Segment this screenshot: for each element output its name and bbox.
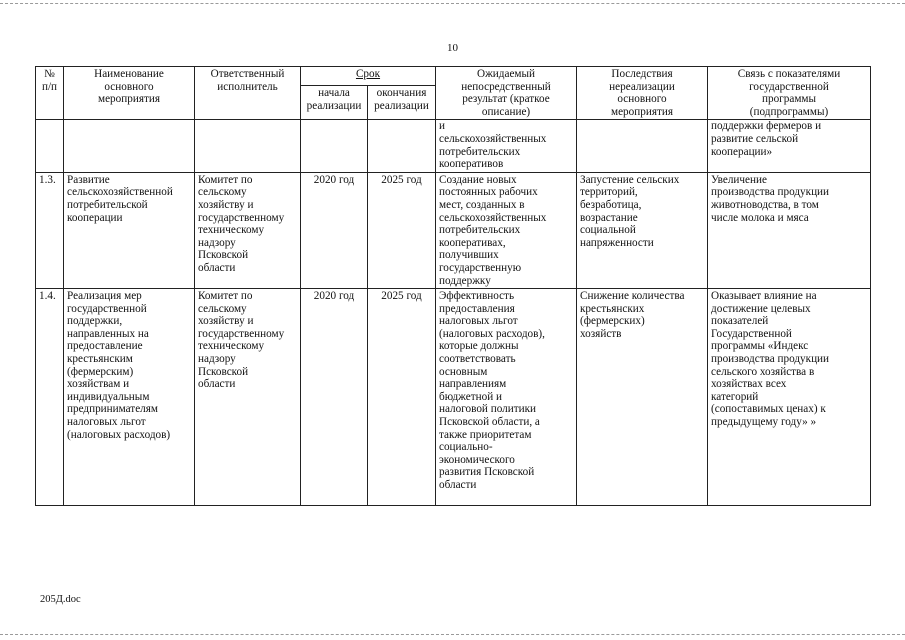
cell-consequences: Запустение сельских территорий, безработица, возрастание социальной напряженности [577, 172, 708, 288]
header-activity-name: Наименование основного мероприятия [64, 67, 195, 120]
cell-start [301, 120, 368, 172]
cell-number: 1.4. [36, 289, 64, 506]
cell-executor: Комитет по сельскому хозяйству и государственному техническому надзору Псковской области [195, 289, 301, 506]
cell-executor [195, 120, 301, 172]
footer-file-name: 205Д.doc [40, 594, 81, 605]
activities-table [35, 66, 871, 506]
header-row [36, 67, 871, 86]
page-number: 10 [447, 42, 458, 54]
scan-edge-top [0, 3, 905, 4]
cell-program-link: Оказывает влияние на достижение целевых показателей Государственной программы «Индекс производства продукции сельского хозяйства в хозяйствах всех категорий (сопоставимых ценах) к предыдущему году» » [708, 289, 871, 506]
cell-activity-name [64, 120, 195, 172]
cell-end: 2025 год [368, 289, 436, 506]
header-program-link: Связь с показателями государственной программы (подпрограммы) [708, 67, 871, 120]
header-period-label: Срок [355, 68, 381, 80]
cell-executor: Комитет по сельскому хозяйству и государственному техническому надзору Псковской области [195, 172, 301, 288]
header-consequences: Последствия нереализации основного мероприятия [577, 67, 708, 120]
header-end: окончания реализации [368, 86, 436, 120]
header-expected-result: Ожидаемый непосредственный результат (краткое описание) [436, 67, 577, 120]
cell-end: 2025 год [368, 172, 436, 288]
table-row-continuation [36, 120, 871, 172]
cell-program-link: поддержки фермеров и развитие сельской кооперации» [708, 120, 871, 172]
cell-number: 1.3. [36, 172, 64, 288]
cell-consequences: Снижение количества крестьянских (фермерских) хозяйств [577, 289, 708, 506]
header-number: № п/п [36, 67, 64, 120]
cell-number [36, 120, 64, 172]
cell-program-link: Увеличение производства продукции животноводства, в том числе молока и мяса [708, 172, 871, 288]
header-period [301, 67, 436, 86]
cell-start: 2020 год [301, 172, 368, 288]
cell-expected-result: Эффективность предоставления налоговых льгот (налоговых расходов), которые должны соответствовать основным направлениям бюджетной и налоговой политики Псковской области, а также приоритетам социально- экономического развития Псковской области [436, 289, 577, 506]
scan-edge-bottom [0, 634, 905, 635]
cell-start: 2020 год [301, 289, 368, 506]
table-row [36, 172, 871, 288]
table-row [36, 289, 871, 506]
cell-end [368, 120, 436, 172]
cell-activity-name: Реализация мер государственной поддержки, направленных на предоставление крестьянским (фермерским) хозяйствам и индивидуальным предпринимателям налоговых льгот (налоговых расходов) [64, 289, 195, 506]
cell-activity-name: Развитие сельскохозяйственной потребительской кооперации [64, 172, 195, 288]
cell-expected-result: Создание новых постоянных рабочих мест, созданных в сельскохозяйственных потребительских кооперативах, получивших государственную поддержку [436, 172, 577, 288]
cell-consequences [577, 120, 708, 172]
header-executor: Ответственный исполнитель [195, 67, 301, 120]
cell-expected-result: и сельскохозяйственных потребительских кооперативов [436, 120, 577, 172]
header-start: начала реализации [301, 86, 368, 120]
